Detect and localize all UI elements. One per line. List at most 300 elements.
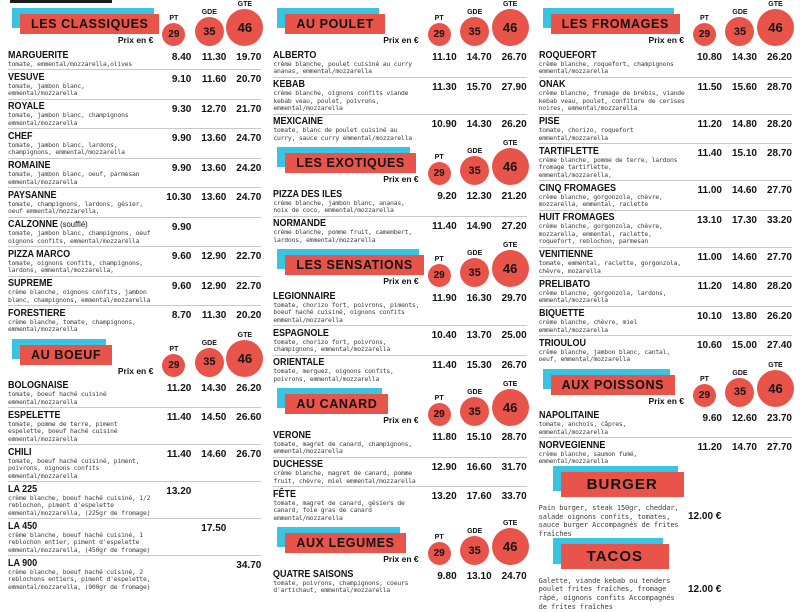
price-gde: 15.00 <box>731 340 757 351</box>
pizza-name <box>539 440 671 451</box>
price-gde: 14.60 <box>731 185 757 196</box>
size-badge-gte <box>494 520 527 565</box>
menu-item-info <box>8 249 157 275</box>
size-label: GDE <box>201 339 217 347</box>
pizza-description: crème blanche, gorgonzola, chèvre, mozzarella, emmental, raclette, roquefort, reblochon, parmesan <box>538 222 663 245</box>
price-columns <box>423 79 527 113</box>
pizza-name-text: MARGUERITE <box>8 49 69 61</box>
pizza-name-text: VESUVE <box>8 71 45 83</box>
menu-section <box>273 381 527 523</box>
price-pt <box>157 523 191 554</box>
size-circle-pt: 29 <box>428 162 451 185</box>
price-columns <box>157 101 261 127</box>
size-badge-gde <box>723 9 756 46</box>
menu-item-row <box>539 114 792 144</box>
price-columns <box>157 484 261 518</box>
pizza-name <box>539 308 671 319</box>
price-gte: 24.70 <box>236 133 262 144</box>
pizza-name-text: ORIENTALE <box>273 357 325 368</box>
pizza-name <box>273 328 405 339</box>
pizza-name <box>8 190 140 201</box>
menu-item-row <box>8 555 261 592</box>
menu-item-row <box>8 48 261 69</box>
size-label: GTE <box>768 1 783 8</box>
section-header <box>539 540 792 573</box>
price-gte: 28.70 <box>766 148 792 159</box>
price-unit-note: Prix en € <box>117 365 154 376</box>
size-badge-pt <box>157 15 190 46</box>
price-gte: 33.20 <box>766 214 792 226</box>
price-gde: 15.30 <box>466 359 492 371</box>
price-unit-note: Prix en € <box>648 35 684 45</box>
pizza-name <box>8 380 140 391</box>
price-columns <box>157 219 261 245</box>
pizza-description: crème blanche, boeuf haché cuisiné, 2 reblochons entiers, piment d'espelette, emmental/mozzarella, (900gr de fromage) <box>8 567 151 591</box>
size-label: GTE <box>502 520 518 527</box>
pizza-name <box>273 79 405 90</box>
size-circle-gte: 46 <box>492 389 529 426</box>
pizza-name-text: PRELIBATO <box>538 278 590 290</box>
menu-item-info <box>273 79 422 113</box>
price-gde: 15.70 <box>466 81 492 93</box>
menu-item-row <box>8 305 261 335</box>
top-edge-bar <box>10 0 112 3</box>
price-columns <box>423 489 527 523</box>
size-label: GDE <box>467 389 483 396</box>
price-gde: 13.60 <box>201 133 227 144</box>
pizza-description: tomate, oignons confits, champignons, lardons, emmental/mozzarella, <box>8 258 143 274</box>
price-gte: 29.70 <box>501 293 527 304</box>
size-circle-gde: 35 <box>460 156 489 185</box>
size-circle-gte: 46 <box>492 148 529 185</box>
price-columns <box>688 146 792 180</box>
pizza-name <box>8 249 140 260</box>
section-banner <box>551 375 675 395</box>
size-label: PT <box>700 15 709 22</box>
pizza-name <box>273 459 405 470</box>
section-header <box>273 1 526 46</box>
price-pt: 9.10 <box>171 74 192 85</box>
size-badges <box>688 362 792 407</box>
price-pt: 11.20 <box>166 382 192 394</box>
size-label: GTE <box>768 361 783 369</box>
price-gde: 17.30 <box>731 214 757 226</box>
section-header <box>273 242 526 287</box>
price-gde: 14.60 <box>731 251 757 263</box>
size-badge-gte <box>494 242 527 287</box>
size-badge-gte <box>759 362 792 407</box>
section-items <box>273 567 526 596</box>
price-gde: 11.30 <box>201 52 227 63</box>
size-circle-pt: 29 <box>693 384 716 407</box>
menu-item-info <box>539 440 688 466</box>
menu-column-2 <box>273 1 527 594</box>
menu-section <box>8 1 262 335</box>
price-gte <box>227 523 261 554</box>
price-gte: 26.70 <box>236 449 262 460</box>
section-title: AUX POISSONS <box>551 375 675 395</box>
pizza-description: crème blanche, pomme de terre, lardons fromage tartiflette, emmental/mozzarella, <box>538 155 678 179</box>
pizza-name <box>539 212 671 223</box>
size-circle-gde: 35 <box>195 348 224 377</box>
section-header <box>539 468 792 501</box>
pizza-description: tomate, champignons, lardons, gésier, oeuf emmental/mozzarella, <box>8 199 143 215</box>
menu-item-row <box>539 503 792 540</box>
menu-item-info <box>539 504 688 538</box>
menu-item-row <box>539 437 792 467</box>
pizza-description: crème blanche, jambon blanc, cantal, oeuf, emmental/mozzarella <box>538 347 670 363</box>
price-pt: 10.30 <box>166 192 192 203</box>
section-banner <box>285 394 388 414</box>
price-gte: 27.70 <box>766 251 792 263</box>
menu-item-info <box>539 212 688 246</box>
size-circle-gte: 46 <box>492 9 529 46</box>
price-columns <box>157 249 261 275</box>
price-columns <box>157 521 261 555</box>
price-gte: 31.70 <box>501 461 527 473</box>
price-gde <box>723 511 757 538</box>
size-badges <box>423 381 527 426</box>
size-badge-gte <box>494 140 527 185</box>
size-label: PT <box>434 15 444 22</box>
pizza-name <box>273 189 405 200</box>
price-pt: 9.60 <box>171 251 192 262</box>
price-pt: 13.20 <box>166 486 192 497</box>
pizza-description: crème blanche, oignons confits, jambon blanc, champignons, emmental/mozzarella <box>8 288 151 304</box>
price-gte: 24.70 <box>236 192 262 203</box>
price-gde: 13.60 <box>201 162 227 174</box>
size-badge-gde <box>193 9 226 46</box>
price-gte <box>758 584 792 611</box>
pizza-description: tomate, pomme de terre, piment espelette, boeuf haché cuisiné emmental/mozzarella <box>8 419 118 443</box>
section-title: LES EXOTIQUES <box>285 153 416 173</box>
menu-item-row <box>273 114 526 144</box>
menu-item-info <box>8 521 157 555</box>
menu-item-row <box>8 99 261 129</box>
price-gde <box>192 560 226 591</box>
section-items <box>8 379 261 593</box>
size-label: GDE <box>201 9 217 16</box>
price-gde: 14.70 <box>731 442 757 453</box>
pizza-name-text: ONAK <box>538 79 566 90</box>
pizza-name-text: ESPAGNOLE <box>273 327 330 339</box>
menu-item-info <box>8 72 157 98</box>
price-gde: 14.70 <box>466 52 492 63</box>
price-gde <box>723 584 757 611</box>
pizza-name-text: LEGIONNAIRE <box>273 290 336 302</box>
section-title: BURGER <box>561 472 684 497</box>
size-badges <box>423 140 527 185</box>
price-pt: 9.90 <box>171 221 192 233</box>
size-badge-gde <box>723 370 756 407</box>
pizza-name <box>273 50 405 61</box>
pizza-description: tomate, magret de canard, gésiers de canard, foie gras de canard emmental/mozzarella <box>273 498 405 522</box>
price-gte: 26.20 <box>766 52 792 63</box>
pizza-name <box>8 219 140 230</box>
pizza-name-text: SUPREME <box>8 278 53 289</box>
section-items <box>273 289 526 384</box>
menu-item-row <box>539 306 792 336</box>
pizza-name <box>273 489 405 500</box>
price-gte <box>758 511 792 538</box>
price-columns <box>157 278 261 304</box>
pizza-description: tomate, jambon blanc, champignons emmental/mozzarella <box>8 111 129 127</box>
pizza-name-text: ROMAINE <box>8 160 51 171</box>
pizza-name-text: PIZZA MARCO <box>8 248 71 260</box>
price-columns <box>157 50 261 69</box>
pizza-name-text: NORVEGIENNE <box>538 439 606 451</box>
price-gde: 14.90 <box>466 220 492 232</box>
menu-item-row <box>273 289 526 325</box>
price-gte: 26.20 <box>501 118 527 130</box>
size-circle-gte: 46 <box>757 370 794 407</box>
menu-section <box>273 520 527 596</box>
size-badge-pt <box>423 154 456 185</box>
size-badge-gde <box>458 250 491 287</box>
price-columns <box>423 357 527 383</box>
menu-item-info <box>539 183 688 209</box>
price-gte: 27.70 <box>766 185 792 196</box>
section-header <box>539 1 792 46</box>
size-badges <box>157 332 261 377</box>
price-gte: 20.70 <box>236 74 262 85</box>
price-gte: 27.20 <box>501 220 527 232</box>
price-pt: 11.50 <box>697 81 722 93</box>
size-circle-gde: 35 <box>460 397 489 426</box>
pizza-name <box>8 101 140 112</box>
pizza-name-text: LA 225 <box>8 483 38 495</box>
pizza-name-text: BIQUETTE <box>538 308 585 319</box>
section-banner <box>20 14 159 34</box>
price-gde: 17.50 <box>201 523 227 534</box>
size-badge-gde <box>458 9 491 46</box>
price-pt: 9.30 <box>171 103 192 115</box>
price-unit-note: Prix en € <box>383 174 419 184</box>
section-banner <box>551 14 680 34</box>
price-gde: 13.70 <box>466 330 492 341</box>
size-label: PT <box>434 534 444 541</box>
price-columns <box>423 50 527 76</box>
pizza-name <box>8 308 140 319</box>
price-pt: 9.60 <box>171 280 192 292</box>
menu-item-info <box>8 160 157 186</box>
menu-item-info <box>8 50 157 69</box>
size-circle-pt: 29 <box>162 354 185 377</box>
section-title: LES FROMAGES <box>551 14 680 34</box>
menu-item-row <box>539 180 792 210</box>
price-pt: 11.40 <box>697 148 722 159</box>
section-items <box>539 503 792 540</box>
price-gde: 14.30 <box>201 382 227 394</box>
size-badge-pt <box>688 376 721 407</box>
price-pt: 11.20 <box>697 281 722 292</box>
section-header <box>273 140 526 185</box>
size-badge-gte <box>759 1 792 46</box>
price-gte: 19.70 <box>236 52 262 63</box>
menu-item-info <box>273 50 422 76</box>
section-header <box>273 520 526 565</box>
price-pt: 13.10 <box>696 214 722 226</box>
size-badges <box>423 1 527 46</box>
price-columns <box>688 249 792 275</box>
pizza-description: tomate, merguez, oignons confits, poivrons, emmental/mozzarella <box>273 367 394 383</box>
size-circle-gde: 35 <box>725 378 754 407</box>
price-columns <box>423 328 527 354</box>
pizza-description: crème blanche, gorgonzola, chèvre, mozzarella, emmental, raclette <box>538 192 663 208</box>
price-gte: 23.70 <box>766 412 792 424</box>
menu-item-row <box>273 428 526 457</box>
section-header <box>8 1 261 46</box>
pizza-name-text: VERONE <box>273 429 312 441</box>
size-label: GTE <box>502 140 518 147</box>
price-gde: 17.60 <box>466 491 492 502</box>
pizza-name-text: LA 900 <box>8 557 38 569</box>
menu-column-3 <box>538 1 792 611</box>
price-unit-note: Prix en € <box>648 395 684 406</box>
price-pt: 9.90 <box>171 133 192 144</box>
section-header <box>273 381 526 426</box>
size-label: PT <box>434 395 444 402</box>
size-badges <box>423 520 527 565</box>
size-circle-gde: 35 <box>725 17 754 46</box>
size-circle-gte: 46 <box>757 9 794 46</box>
price-columns <box>157 72 261 98</box>
menu-item-row <box>539 575 792 612</box>
menu-item-row <box>8 444 261 481</box>
pizza-name <box>539 249 671 260</box>
price-unit-note: Prix en € <box>383 276 419 286</box>
size-label: PT <box>169 15 179 22</box>
pizza-description: tomate, boeuf haché cuisiné, piment, poivrons, oignons confits emmental/mozzarella <box>8 456 140 480</box>
price-gde: 15.10 <box>731 148 757 159</box>
pizza-description: crème blanche, pomme fruit, camembert, lardons, emmental/mozzarella <box>273 228 412 244</box>
price-pt: 11.00 <box>697 251 722 263</box>
price-pt: 12.90 <box>431 461 457 473</box>
price-columns <box>688 212 792 246</box>
menu-item-info <box>8 278 157 304</box>
size-badge-gte <box>228 1 261 46</box>
price-gde: 14.30 <box>731 52 757 63</box>
pizza-description: tomate, jambon blanc, emmental/mozzarella <box>8 81 85 97</box>
pizza-name <box>8 558 140 569</box>
menu-item-info <box>273 459 422 485</box>
price-gte: 21.20 <box>501 191 527 202</box>
menu-item-info <box>8 380 157 406</box>
pizza-name-text: LA 450 <box>8 520 38 532</box>
size-circle-pt: 29 <box>428 542 451 565</box>
price-pt: 10.80 <box>696 52 722 63</box>
menu-item-row <box>273 486 526 523</box>
pizza-description: crème blanche, boeuf haché cuisiné, 1 reblochon entier, piment d'espelette emmental/mozzarella, (450gr de fromage) <box>8 530 151 554</box>
price-pt: 11.20 <box>697 118 722 130</box>
menu-item-info <box>273 489 422 523</box>
price-columns <box>423 569 527 595</box>
price-columns <box>688 183 792 209</box>
price-pt: 10.10 <box>696 310 722 322</box>
price-pt: 11.40 <box>432 359 457 371</box>
price-unit-note: Prix en € <box>383 415 419 425</box>
pizza-name <box>539 410 671 421</box>
menu-item-info <box>273 328 422 354</box>
section-title: AU POULET <box>285 14 385 34</box>
pizza-name-text: TARTIFLETTE <box>538 145 599 157</box>
price-columns <box>157 410 261 444</box>
price-pt: 8.40 <box>171 52 192 63</box>
section-items <box>539 575 792 612</box>
price-gde: 13.80 <box>731 310 757 322</box>
price-pt: 9.20 <box>437 191 457 202</box>
section-banner <box>561 472 684 497</box>
section-banner <box>285 14 385 34</box>
pizza-description: crème blanche, oignons confits viande kebab veau, poulet, poivrons, emmental/mozzarella <box>273 89 409 112</box>
price-pt: 11.20 <box>697 442 722 453</box>
section-title: LES SENSATIONS <box>285 255 424 275</box>
size-circle-gte: 46 <box>226 9 263 46</box>
pizza-name <box>8 484 140 495</box>
pizza-name-text: HUIT FROMAGES <box>538 212 615 223</box>
price-pt: 11.40 <box>166 412 192 423</box>
pizza-name-text: KEBAB <box>273 79 306 90</box>
pizza-name <box>8 410 140 421</box>
pizza-name <box>539 146 671 157</box>
pizza-description: tomate, emmental, raclette, gorgonzola, chèvre, mozarella <box>538 259 681 275</box>
size-circle-gte: 46 <box>492 250 529 287</box>
size-label: PT <box>434 154 444 161</box>
section-items <box>273 428 526 523</box>
price-columns <box>688 440 792 466</box>
price-gte: 24.20 <box>236 162 262 174</box>
menu-item-info <box>8 447 157 481</box>
price-pt: 11.10 <box>432 52 457 63</box>
price-unit-note: Prix en € <box>117 35 154 45</box>
pizza-name-text: PAYSANNE <box>8 189 57 201</box>
price-gde: 13.60 <box>201 192 227 203</box>
price-gte: 26.20 <box>236 382 262 394</box>
price-columns <box>688 308 792 334</box>
price-gte: 28.20 <box>766 118 792 130</box>
price-gte: 26.60 <box>236 412 262 423</box>
price-columns <box>157 131 261 157</box>
pizza-name <box>273 218 405 229</box>
pizza-name <box>539 279 671 290</box>
size-circle-pt: 29 <box>428 264 451 287</box>
size-badge-pt <box>423 395 456 426</box>
price-gde <box>192 222 226 246</box>
menu-item-row <box>539 276 792 306</box>
section-header <box>539 361 792 407</box>
section-banner <box>285 533 405 553</box>
pizza-name <box>8 521 140 532</box>
menu-item-row <box>273 77 526 114</box>
price-gte: 28.70 <box>766 81 792 93</box>
size-badge-pt <box>157 346 190 377</box>
pizza-name <box>273 430 405 441</box>
pizza-name-text: QUATRE SAISONS <box>273 568 354 580</box>
price-pt: 10.60 <box>696 340 722 351</box>
size-label: GDE <box>467 250 483 257</box>
price-pt <box>157 560 191 591</box>
size-circle-gde: 35 <box>460 258 489 287</box>
menu-item-info <box>8 308 157 334</box>
menu-item-row <box>539 48 792 77</box>
price-columns <box>157 308 261 334</box>
price-pt: 11.30 <box>432 81 457 93</box>
pizza-name-text: ALBERTO <box>273 49 317 61</box>
menu-item-row <box>273 355 526 385</box>
price-pt: 9.60 <box>702 412 722 424</box>
price-gte: 22.70 <box>236 280 262 292</box>
pizza-name-text: VENITIENNE <box>538 249 593 260</box>
